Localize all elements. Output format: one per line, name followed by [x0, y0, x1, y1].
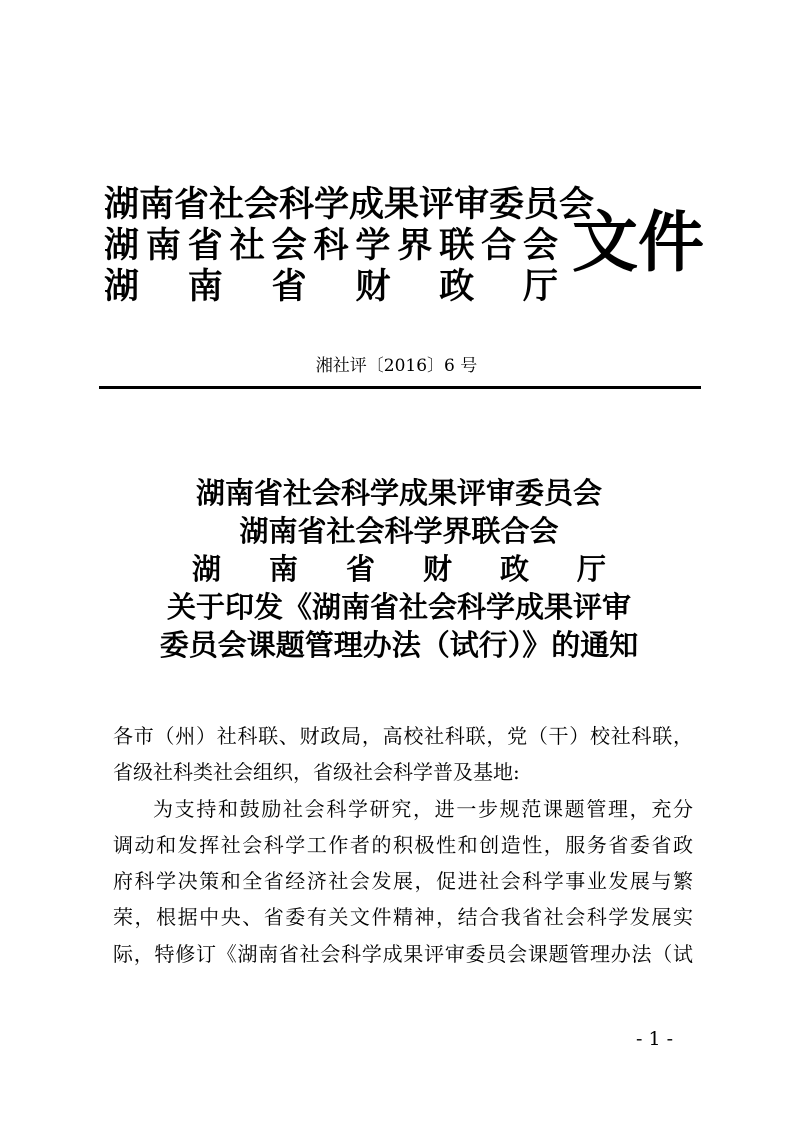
paragraph-line: 为支持和鼓励社会科学研究，进一步规范课题管理，充分 — [153, 796, 693, 821]
addressee-line: 省级社科类社会组织，省级社会科学普及基地: — [113, 760, 520, 785]
issuer-name: 湖南省社会科学成果评审委员会 — [104, 184, 595, 225]
title-line: 关于印发《湖南省社会科学成果评审 — [166, 590, 631, 624]
paragraph-line: 调动和发挥社会科学工作者的积极性和创造性，服务省委省政 — [113, 832, 693, 857]
title-line: 湖南省社会科学界联合会 — [239, 514, 559, 548]
paragraph-line: 府科学决策和全省经济社会发展，促进社会科学事业发展与繁 — [113, 869, 693, 894]
issuer-name: 湖 南 省 财 政 厅 — [104, 266, 558, 307]
title-line: 湖 南 省 财 政 厅 — [192, 552, 606, 586]
title-line: 委员会课题管理办法（试行）》的通知 — [159, 628, 639, 662]
document-header — [104, 184, 704, 312]
document-number: 湘社评〔2016〕6 号 — [315, 356, 478, 376]
header-divider — [99, 386, 701, 389]
title-line: 湖南省社会科学成果评审委员会 — [195, 476, 602, 510]
issuing-authorities — [104, 184, 595, 307]
page-number: - 1 - — [636, 1028, 674, 1050]
issuer-name: 湖南省社会科学界联合会 — [104, 225, 558, 266]
addressee-line: 各市（州）社科联、财政局，高校社科联，党（干）校社科联， — [113, 724, 693, 748]
paragraph-line: 荣，根据中央、省委有关文件精神，结合我省社会科学发展实 — [113, 905, 693, 930]
document-type-label: 文件 — [572, 203, 704, 281]
notice-title — [140, 474, 658, 664]
paragraph-line: 际，特修订《湖南省社会科学成果评审委员会课题管理办法（试 — [113, 941, 693, 966]
notice-body — [113, 718, 693, 972]
